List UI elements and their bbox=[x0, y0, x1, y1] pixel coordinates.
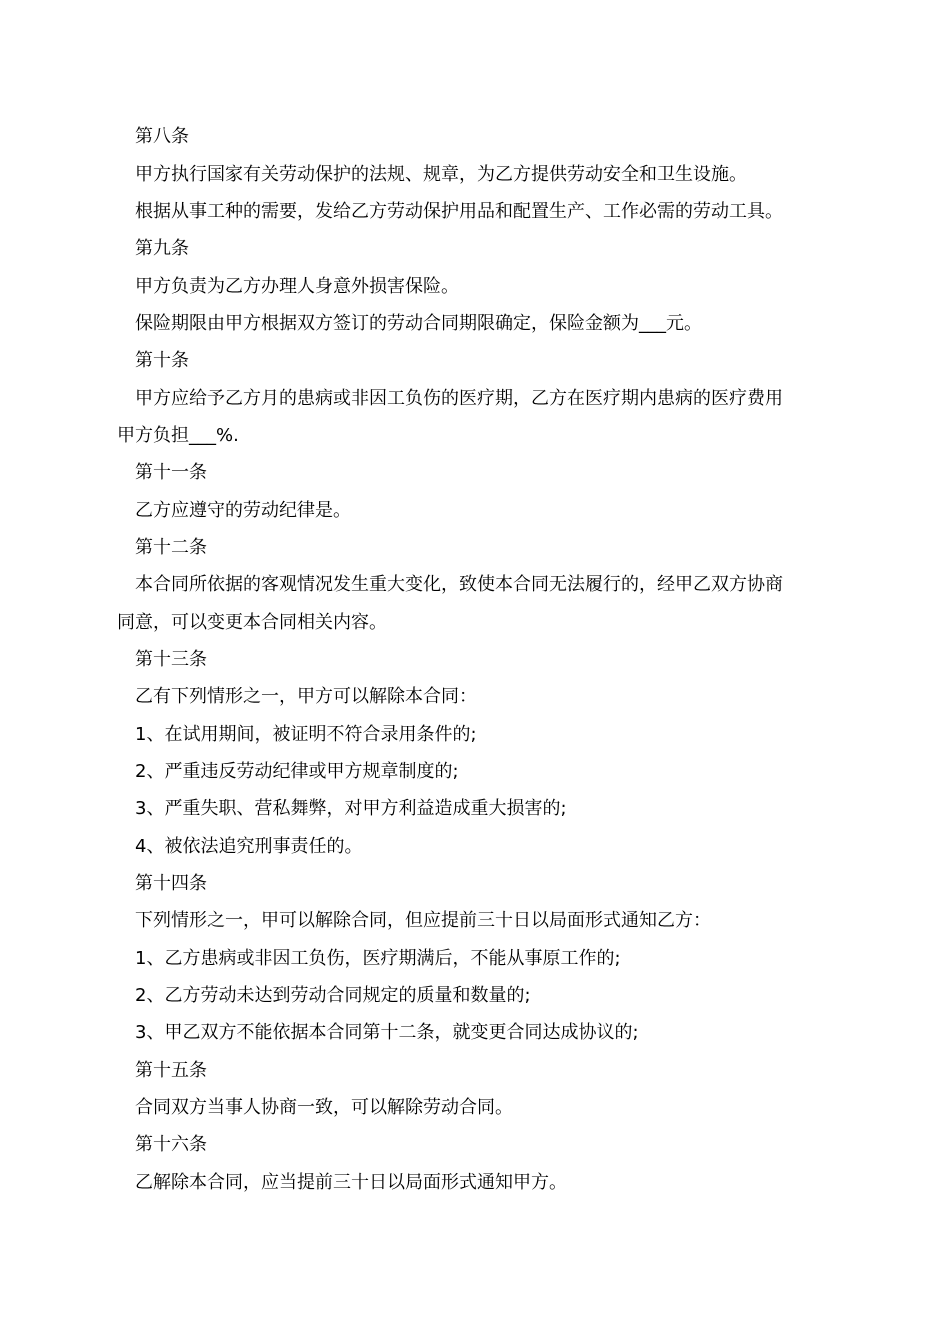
list-item: 2、严重违反劳动纪律或甲方规章制度的; bbox=[135, 761, 459, 782]
list-item: 3、甲乙双方不能依据本合同第十二条，就变更合同达成协议的; bbox=[135, 1022, 639, 1043]
paragraph: 根据从事工种的需要，发给乙方劳动保护用品和配置生产、工作必需的劳动工具。 bbox=[135, 201, 783, 222]
paragraph: 甲方应给予乙方月的患病或非因工负伤的医疗期，乙方在医疗期内患病的医疗费用 bbox=[135, 388, 783, 409]
paragraph-continuation: 甲方负担___%. bbox=[117, 425, 239, 446]
article-heading-9: 第九条 bbox=[135, 238, 189, 259]
paragraph: 乙方应遵守的劳动纪律是。 bbox=[135, 500, 351, 521]
article-heading-10: 第十条 bbox=[135, 350, 189, 371]
paragraph: 乙解除本合同，应当提前三十日以局面形式通知甲方。 bbox=[135, 1172, 567, 1193]
article-heading-13: 第十三条 bbox=[135, 649, 207, 670]
article-heading-16: 第十六条 bbox=[135, 1134, 207, 1155]
list-item: 4、被依法追究刑事责任的。 bbox=[135, 836, 363, 857]
article-heading-8: 第八条 bbox=[135, 126, 189, 147]
paragraph: 甲方执行国家有关劳动保护的法规、规章，为乙方提供劳动安全和卫生设施。 bbox=[135, 164, 747, 185]
paragraph: 下列情形之一，甲可以解除合同，但应提前三十日以局面形式通知乙方： bbox=[135, 910, 711, 931]
list-item: 1、乙方患病或非因工负伤，医疗期满后，不能从事原工作的; bbox=[135, 948, 621, 969]
list-item: 1、在试用期间，被证明不符合录用条件的; bbox=[135, 724, 477, 745]
paragraph-continuation: 同意，可以变更本合同相关内容。 bbox=[117, 612, 387, 633]
paragraph: 甲方负责为乙方办理人身意外损害保险。 bbox=[135, 276, 459, 297]
article-heading-14: 第十四条 bbox=[135, 873, 207, 894]
article-heading-12: 第十二条 bbox=[135, 537, 207, 558]
paragraph: 保险期限由甲方根据双方签订的劳动合同期限确定，保险金额为___元。 bbox=[135, 313, 702, 334]
paragraph: 合同双方当事人协商一致，可以解除劳动合同。 bbox=[135, 1097, 513, 1118]
paragraph: 本合同所依据的客观情况发生重大变化，致使本合同无法履行的，经甲乙双方协商 bbox=[135, 574, 783, 595]
list-item: 3、严重失职、营私舞弊，对甲方利益造成重大损害的; bbox=[135, 798, 567, 819]
article-heading-15: 第十五条 bbox=[135, 1060, 207, 1081]
paragraph: 乙有下列情形之一，甲方可以解除本合同： bbox=[135, 686, 477, 707]
article-heading-11: 第十一条 bbox=[135, 462, 207, 483]
list-item: 2、乙方劳动未达到劳动合同规定的质量和数量的; bbox=[135, 985, 531, 1006]
